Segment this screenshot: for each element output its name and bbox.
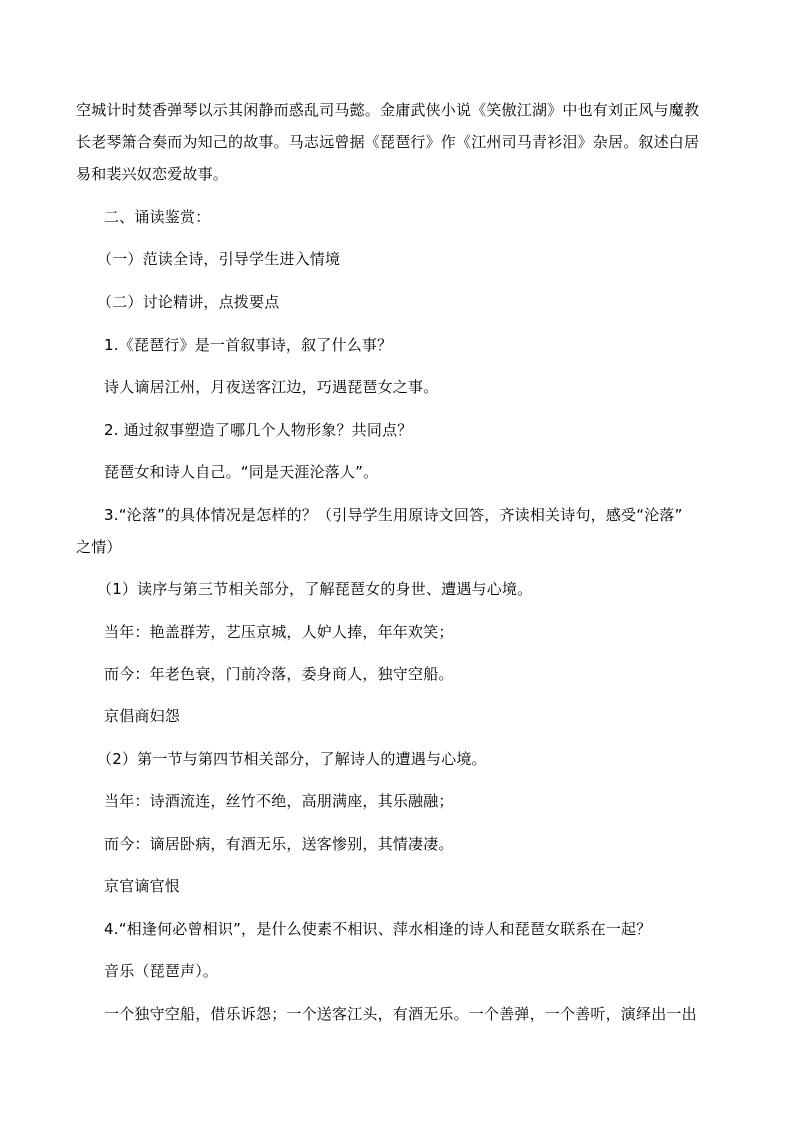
paragraph-line-2: 长老琴箫合奏而为知己的故事。马志远曾据《琵琶行》作《江州司马青衫泪》杂居。叙述白居 — [76, 133, 700, 151]
question-2: 2. 通过叙事塑造了哪几个人物形象？共同点？ — [104, 421, 413, 439]
section-heading: 二、诵读鉴赏： — [104, 208, 211, 226]
point-2-present: 而今：谪居卧病，有酒无乐，送客惨别，其情凄凄。 — [104, 835, 454, 853]
point-1-past: 当年：艳盖群芳，艺压京城，人妒人捧，年年欢笑； — [104, 623, 454, 641]
answer-4: 音乐（琵琶声）。 — [104, 962, 219, 980]
answer-1: 诗人谪居江州，月夜送客江边，巧遇琵琶女之事。 — [104, 378, 439, 396]
point-2-past: 当年：诗酒流连，丝竹不绝，高朋满座，其乐融融； — [104, 792, 454, 810]
paragraph-line-1: 空城计时焚香弹琴以示其闲静而惑乱司马懿。金庸武侠小说《笑傲江湖》中也有刘正风与魔教 — [76, 101, 700, 119]
answer-2: 琵琶女和诗人自己。“同是天涯沦落人”。 — [104, 463, 379, 481]
answer-4-detail: 一个独守空船，借乐诉怨；一个送客江头，有酒无乐。一个善弹，一个善听，演绎出一出 — [104, 1005, 697, 1023]
point-1-summary: 京倡商妇怨 — [104, 707, 181, 725]
point-2: （2）第一节与第四节相关部分，了解诗人的遭遇与心境。 — [97, 750, 487, 768]
question-3: 3.“沦落”的具体情况是怎样的？（引导学生用原诗文回答，齐读相关诗句，感受“沦落” — [104, 506, 683, 524]
subsection-heading-1: （一）范读全诗，引导学生进入情境 — [97, 250, 341, 268]
question-3-continued: 之情） — [76, 538, 122, 556]
paragraph-line-3: 易和裴兴奴恋爱故事。 — [76, 165, 229, 183]
point-1: （1）读序与第三节相关部分，了解琵琶女的身世、遭遇与心境。 — [97, 580, 533, 598]
question-1: 1.《琵琶行》是一首叙事诗，叙了什么事？ — [104, 336, 393, 354]
subsection-heading-2: （二）讨论精讲，点拨要点 — [97, 293, 280, 311]
question-4: 4.“相逢何必曾相识”，是什么使素不相识、萍水相逢的诗人和琵琶女联系在一起？ — [104, 920, 652, 938]
point-2-summary: 京官谪官恨 — [104, 877, 181, 895]
point-1-present: 而今：年老色衰，门前冷落，委身商人，独守空船。 — [104, 665, 454, 683]
